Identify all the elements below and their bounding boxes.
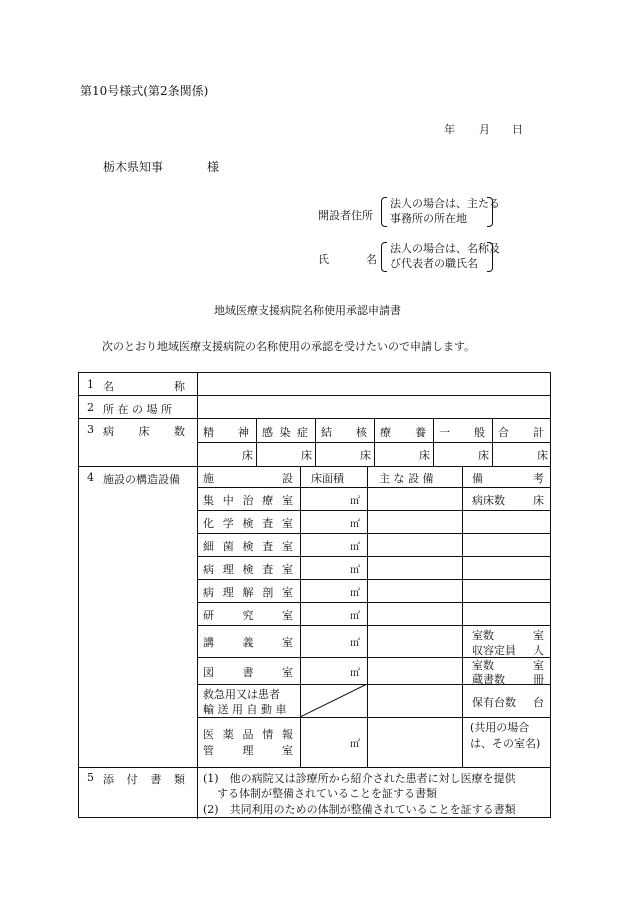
area-unit: ㎡ [350,611,360,622]
attachment-item1-a: (1) 他の病院又は診療所から紹介された患者に対し医療を提供 [203,772,516,785]
intro-text: 次のとおり地域医療支援病院の名称使用の承認を受けたいので申請します。 [102,340,476,353]
name-note-bracket [381,242,500,272]
remark-library-rooms: 室数 室 [472,659,544,672]
header-remarks: 備 考 [472,472,544,485]
form-number: 第10号様式(第2条関係) [80,84,209,98]
bed-type-long-term: 療 養 [380,426,426,439]
remark-icu-beds: 病床数 床 [472,494,544,507]
name-note-line2: び代表者の職氏名 [390,257,478,270]
facility-lecture-room: 講 義 室 [203,636,293,649]
bed-type-total: 合 計 [498,426,544,439]
address-note-bracket [381,197,500,227]
row2-label: 所 在 の 場 所 [103,403,172,416]
ambulance-line2: 輸 送 用 自 動 車 [203,703,287,716]
remark-library-books: 蔵書数 冊 [472,673,544,686]
diagonal-slash [300,684,368,718]
row4-number: 4 [87,471,94,484]
remark-vehicle-count: 保有台数 台 [472,696,544,709]
row3-number: 3 [87,423,94,436]
area-unit: ㎡ [350,668,360,679]
row2-number: 2 [87,401,94,414]
facility-bacteria-lab: 細 菌 検 査 室 [203,540,293,553]
bed-type-infectious: 感 染 症 [262,426,308,439]
attachment-item2: (2) 共同利用のための体制が整備されていることを証する書類 [203,803,516,816]
document-title: 地域医療支援病院名称使用承認申請書 [214,304,401,317]
bed-unit: 床 [360,449,371,462]
remark-lecture-capacity: 収容定員 人 [472,644,544,657]
bed-unit: 床 [537,449,548,462]
bed-unit: 床 [419,449,430,462]
row1-number: 1 [87,378,94,391]
facility-library: 図 書 室 [203,666,293,679]
address-note-line2: 事務所の所在地 [390,212,467,225]
area-unit: ㎡ [350,542,360,553]
founder-address-label: 開設者住所 [318,209,373,222]
date-month: 月 [479,123,490,136]
facility-chem-lab: 化 学 検 査 室 [203,517,293,530]
facility-autopsy-room: 病 理 解 剖 室 [203,586,293,599]
row3-label: 病 床 数 [103,425,185,438]
facility-icu: 集 中 治 療 室 [203,494,293,507]
area-unit: ㎡ [350,638,360,649]
remark-lecture-rooms: 室数 室 [472,629,544,642]
facility-pathology-lab: 病 理 検 査 室 [203,563,293,576]
area-unit: ㎡ [350,565,360,576]
bed-type-general: 一 般 [439,426,485,439]
date-day: 日 [512,123,523,136]
address-note-line1: 法人の場合は、主たる [390,197,500,210]
addressee-honorific: 様 [207,160,220,174]
addressee-name: 栃木県知事 [103,160,164,174]
date-year: 年 [444,123,455,136]
bed-unit: 床 [242,449,253,462]
founder-name-label-1: 氏 [318,253,329,266]
bed-type-psychiatric: 精 神 [203,426,249,439]
bed-unit: 床 [478,449,489,462]
row1-label: 名 称 [103,380,185,393]
drug-info-line1: 医 薬 品 情 報 [203,728,293,741]
bed-unit: 床 [301,449,312,462]
row4-label: 施設の構造設備 [103,473,180,486]
header-area: 床面積 [311,472,344,485]
application-table [78,372,551,818]
area-unit: ㎡ [350,739,360,750]
name-value-field[interactable] [200,374,549,394]
name-note-line1: 法人の場合は、名称及 [390,242,500,255]
drug-info-remark2: は、その室名) [470,737,541,750]
attachment-item1-b: する体制が整備されていることを証する書類 [217,787,437,800]
area-unit: ㎡ [350,588,360,599]
row5-label: 添 付 書 類 [103,773,185,786]
row5-number: 5 [87,771,94,784]
area-unit: ㎡ [350,496,360,507]
header-facility: 施 設 [203,472,293,485]
facility-research-room: 研 究 室 [203,609,293,622]
area-unit: ㎡ [350,519,360,530]
location-value-field[interactable] [200,397,549,417]
ambulance-line1: 救急用又は患者 [203,688,280,701]
drug-info-line2: 管 理 室 [203,744,293,757]
drug-info-remark1: (共用の場合 [470,721,530,734]
founder-name-label-2: 名 [366,253,377,266]
bed-type-tuberculosis: 結 核 [321,426,367,439]
header-equipment: 主 な 設 備 [379,472,434,485]
